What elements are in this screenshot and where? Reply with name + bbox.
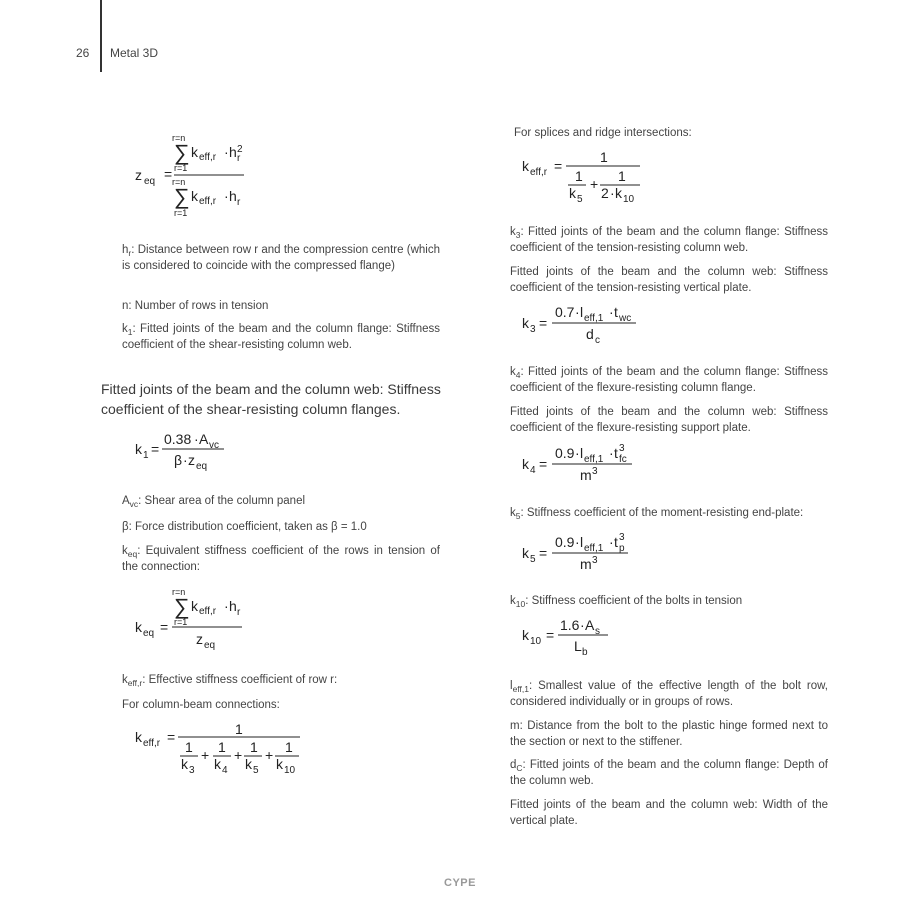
zeq-sum-2: ∑ bbox=[174, 184, 190, 209]
formula-zeq bbox=[130, 130, 270, 222]
svg-text:k: k bbox=[135, 729, 142, 745]
formula-k5 bbox=[518, 532, 648, 574]
zeq-top-lim-1: r=n bbox=[172, 133, 186, 143]
svg-text:0.7: 0.7 bbox=[555, 304, 575, 320]
svg-text:l: l bbox=[580, 534, 584, 550]
zeq-lhs-sub: eq bbox=[144, 176, 156, 187]
zeq-hsub-1: r bbox=[237, 153, 241, 164]
svg-text:5: 5 bbox=[253, 765, 259, 776]
svg-text:k: k bbox=[181, 756, 188, 772]
svg-text:4: 4 bbox=[222, 765, 228, 776]
svg-text:1: 1 bbox=[575, 168, 583, 184]
svg-text:+: + bbox=[201, 747, 210, 763]
zeq-hsup-1: 2 bbox=[237, 144, 243, 155]
svg-text:z: z bbox=[196, 631, 203, 647]
svg-text:t: t bbox=[614, 534, 618, 550]
para-k10: $k_{10}$: Stiffness coefficient of the bolts in tension bbox=[510, 595, 743, 609]
para-k4: $k_4$: Fitted joints of the beam and the column flange: Stiffness coefficient of the flexure-resisting column flange. bbox=[510, 366, 828, 394]
svg-text:vc: vc bbox=[209, 440, 219, 451]
svg-text:k: k bbox=[214, 756, 221, 772]
para-colbeam: For column-beam connections: bbox=[122, 699, 280, 711]
svg-text:k: k bbox=[522, 627, 529, 643]
svg-text:·: · bbox=[183, 452, 188, 468]
svg-text:·: · bbox=[610, 185, 615, 201]
zeq-sum-1: ∑ bbox=[174, 140, 190, 165]
svg-text:5: 5 bbox=[577, 194, 583, 202]
svg-text:eq: eq bbox=[204, 640, 216, 650]
svg-text:1.6: 1.6 bbox=[560, 618, 580, 633]
svg-text:r=1: r=1 bbox=[174, 617, 188, 627]
para-beta: β: Force distribution coefficient, taken as β = 1.0 bbox=[122, 521, 367, 533]
para-splices: For splices and ridge intersections: bbox=[514, 127, 692, 139]
svg-text:=: = bbox=[539, 315, 548, 331]
para-dc-web: Fitted joints of the beam and the column web: Width of the vertical plate. bbox=[510, 799, 828, 827]
svg-text:=: = bbox=[554, 158, 563, 174]
svg-text:·: · bbox=[575, 304, 580, 320]
svg-text:·: · bbox=[580, 618, 585, 633]
svg-text:·: · bbox=[609, 445, 614, 461]
svg-text:eff,1: eff,1 bbox=[584, 454, 604, 465]
svg-text:k: k bbox=[522, 158, 529, 174]
svg-text:m: m bbox=[580, 556, 592, 572]
svg-text:k: k bbox=[522, 315, 529, 331]
zeq-top-lim-2: r=n bbox=[172, 177, 186, 187]
svg-text:r: r bbox=[237, 607, 241, 618]
svg-text:m: m bbox=[580, 467, 592, 483]
svg-text:5: 5 bbox=[530, 554, 536, 565]
svg-text:=: = bbox=[167, 729, 176, 745]
svg-text:b: b bbox=[582, 647, 588, 658]
para-avc: $A_{vc}$: Shear area of the column panel bbox=[122, 495, 306, 509]
svg-text:·: · bbox=[575, 534, 580, 550]
svg-text:0.9: 0.9 bbox=[555, 445, 575, 461]
svg-text:2: 2 bbox=[601, 185, 609, 201]
svg-text:l: l bbox=[580, 445, 584, 461]
svg-text:10: 10 bbox=[284, 765, 296, 776]
svg-text:eff,1: eff,1 bbox=[584, 313, 604, 324]
para-k1: $k_1$: Fitted joints of the beam and the column flange: Stiffness coefficient of the shear-resisting column web. bbox=[122, 323, 440, 351]
svg-text:=: = bbox=[151, 441, 160, 457]
svg-text:·: · bbox=[609, 534, 614, 550]
formula-k3 bbox=[518, 302, 648, 344]
svg-text:+: + bbox=[590, 176, 599, 192]
svg-text:4: 4 bbox=[530, 465, 536, 476]
svg-text:k: k bbox=[276, 756, 283, 772]
formula-k1 bbox=[130, 430, 260, 472]
svg-text:L: L bbox=[574, 638, 582, 654]
para-k3-web: Fitted joints of the beam and the column web: Stiffness coefficient of the tension-resisting vertical plate. bbox=[510, 266, 828, 294]
svg-text:k: k bbox=[522, 456, 529, 472]
svg-text:l: l bbox=[580, 304, 584, 320]
para-m: m: Distance from the bolt to the plastic hinge formed next to the section or next to the stiffener. bbox=[510, 720, 828, 748]
svg-text:1: 1 bbox=[618, 168, 626, 184]
svg-text:1: 1 bbox=[218, 739, 226, 755]
svg-text:h: h bbox=[229, 598, 237, 614]
svg-text:z: z bbox=[188, 452, 195, 468]
zeq-h-2: h bbox=[229, 188, 237, 204]
page-title: Metal 3D bbox=[110, 46, 159, 60]
zeq-eq: = bbox=[164, 166, 173, 182]
svg-text:eff,r: eff,r bbox=[199, 606, 217, 617]
svg-text:A: A bbox=[585, 618, 595, 633]
svg-text:c: c bbox=[595, 335, 600, 344]
para-keq: $k_{eq}$: Equivalent stiffness coefficient of the rows in tension of the connection: bbox=[122, 545, 440, 573]
svg-text:wc: wc bbox=[619, 313, 632, 324]
svg-text:eff,r: eff,r bbox=[530, 167, 548, 178]
svg-text:10: 10 bbox=[530, 636, 542, 647]
zeq-hsub-2: r bbox=[237, 197, 241, 208]
svg-text:k: k bbox=[191, 598, 198, 614]
formula-keffr-splices bbox=[518, 148, 648, 202]
svg-text:p: p bbox=[619, 543, 625, 554]
svg-text:0.9: 0.9 bbox=[555, 534, 575, 550]
svg-text:=: = bbox=[539, 545, 548, 561]
zeq-h-1: h bbox=[229, 144, 237, 160]
zeq-lhs: z bbox=[135, 167, 142, 183]
svg-text:β: β bbox=[174, 452, 183, 468]
formula-keq bbox=[130, 584, 260, 650]
svg-text:t: t bbox=[614, 445, 618, 461]
para-leff: $l_{eff,1}$: Smallest value of the effective length of the bolt row, considered individually or in groups of rows. bbox=[510, 680, 828, 708]
section-heading: Fitted joints of the beam and the column web: Stiffness coefficient of the shear-resisting column flanges. bbox=[101, 381, 441, 417]
svg-text:3: 3 bbox=[619, 532, 625, 543]
header-divider bbox=[100, 0, 102, 72]
para-k4-web: Fitted joints of the beam and the column web: Stiffness coefficient of the flexure-resisting support plate. bbox=[510, 406, 828, 434]
svg-text:eq: eq bbox=[143, 628, 155, 639]
svg-text:=: = bbox=[539, 456, 548, 472]
svg-text:fc: fc bbox=[619, 454, 627, 465]
svg-text:0.38: 0.38 bbox=[164, 431, 192, 447]
footer-brand: CYPE bbox=[444, 877, 476, 889]
zeq-k-1: k bbox=[191, 144, 198, 160]
zeq-ksub-1: eff,r bbox=[199, 152, 217, 163]
svg-text:s: s bbox=[595, 626, 600, 637]
formula-k4 bbox=[518, 443, 648, 485]
svg-text:eq: eq bbox=[196, 461, 208, 472]
zeq-k-2: k bbox=[191, 188, 198, 204]
zeq-dot-2: · bbox=[224, 188, 229, 204]
svg-text:1: 1 bbox=[250, 739, 258, 755]
svg-text:1: 1 bbox=[143, 450, 149, 461]
svg-text:eff,1: eff,1 bbox=[584, 543, 604, 554]
svg-text:k: k bbox=[135, 619, 142, 635]
para-k5: $k_5$: Stiffness coefficient of the moment-resisting end-plate: bbox=[510, 507, 804, 521]
svg-text:=: = bbox=[546, 627, 555, 643]
svg-text:1: 1 bbox=[235, 722, 243, 737]
svg-text:=: = bbox=[160, 619, 169, 635]
svg-text:3: 3 bbox=[619, 443, 625, 454]
zeq-bot-lim-1: r=1 bbox=[174, 163, 188, 173]
svg-text:·: · bbox=[224, 598, 229, 614]
svg-text:t: t bbox=[614, 304, 618, 320]
svg-text:d: d bbox=[586, 326, 594, 342]
svg-text:k: k bbox=[569, 185, 576, 201]
svg-text:1: 1 bbox=[285, 739, 293, 755]
svg-text:3: 3 bbox=[592, 466, 598, 477]
svg-text:·: · bbox=[609, 304, 614, 320]
para-keffr: $k_{eff,r}$: Effective stiffness coefficient of row r: bbox=[122, 674, 338, 688]
svg-text:+: + bbox=[265, 747, 274, 763]
para-dc: $d_C$: Fitted joints of the beam and the column flange: Depth of the column web. bbox=[510, 759, 828, 787]
svg-text:k: k bbox=[135, 441, 142, 457]
svg-text:1: 1 bbox=[185, 739, 193, 755]
svg-text:·: · bbox=[575, 445, 580, 461]
para-hr: $h_r$: Distance between row r and the compression centre (which is considered to coincide with the compressed flange) bbox=[122, 244, 440, 272]
formula-keffr-colbeam bbox=[130, 722, 310, 776]
svg-text:1: 1 bbox=[600, 149, 608, 165]
svg-text:r=n: r=n bbox=[172, 587, 186, 597]
svg-text:3: 3 bbox=[189, 765, 195, 776]
svg-text:∑: ∑ bbox=[174, 594, 190, 619]
svg-text:3: 3 bbox=[530, 324, 536, 335]
svg-text:·: · bbox=[194, 431, 199, 447]
zeq-dot-1: · bbox=[224, 144, 229, 160]
svg-text:k: k bbox=[522, 545, 529, 561]
svg-text:k: k bbox=[245, 756, 252, 772]
zeq-ksub-2: eff,r bbox=[199, 196, 217, 207]
para-n: n: Number of rows in tension bbox=[122, 300, 269, 312]
svg-text:+: + bbox=[234, 747, 243, 763]
svg-text:10: 10 bbox=[623, 194, 635, 202]
zeq-bot-lim-2: r=1 bbox=[174, 208, 188, 218]
formula-k10 bbox=[518, 618, 628, 660]
svg-text:A: A bbox=[199, 431, 209, 447]
svg-text:3: 3 bbox=[592, 555, 598, 566]
svg-text:eff,r: eff,r bbox=[143, 738, 161, 749]
page-number: 26 bbox=[76, 46, 90, 60]
svg-text:k: k bbox=[615, 185, 622, 201]
para-k3: $k_3$: Fitted joints of the beam and the column flange: Stiffness coefficient of the tension-resisting column web. bbox=[510, 226, 828, 254]
